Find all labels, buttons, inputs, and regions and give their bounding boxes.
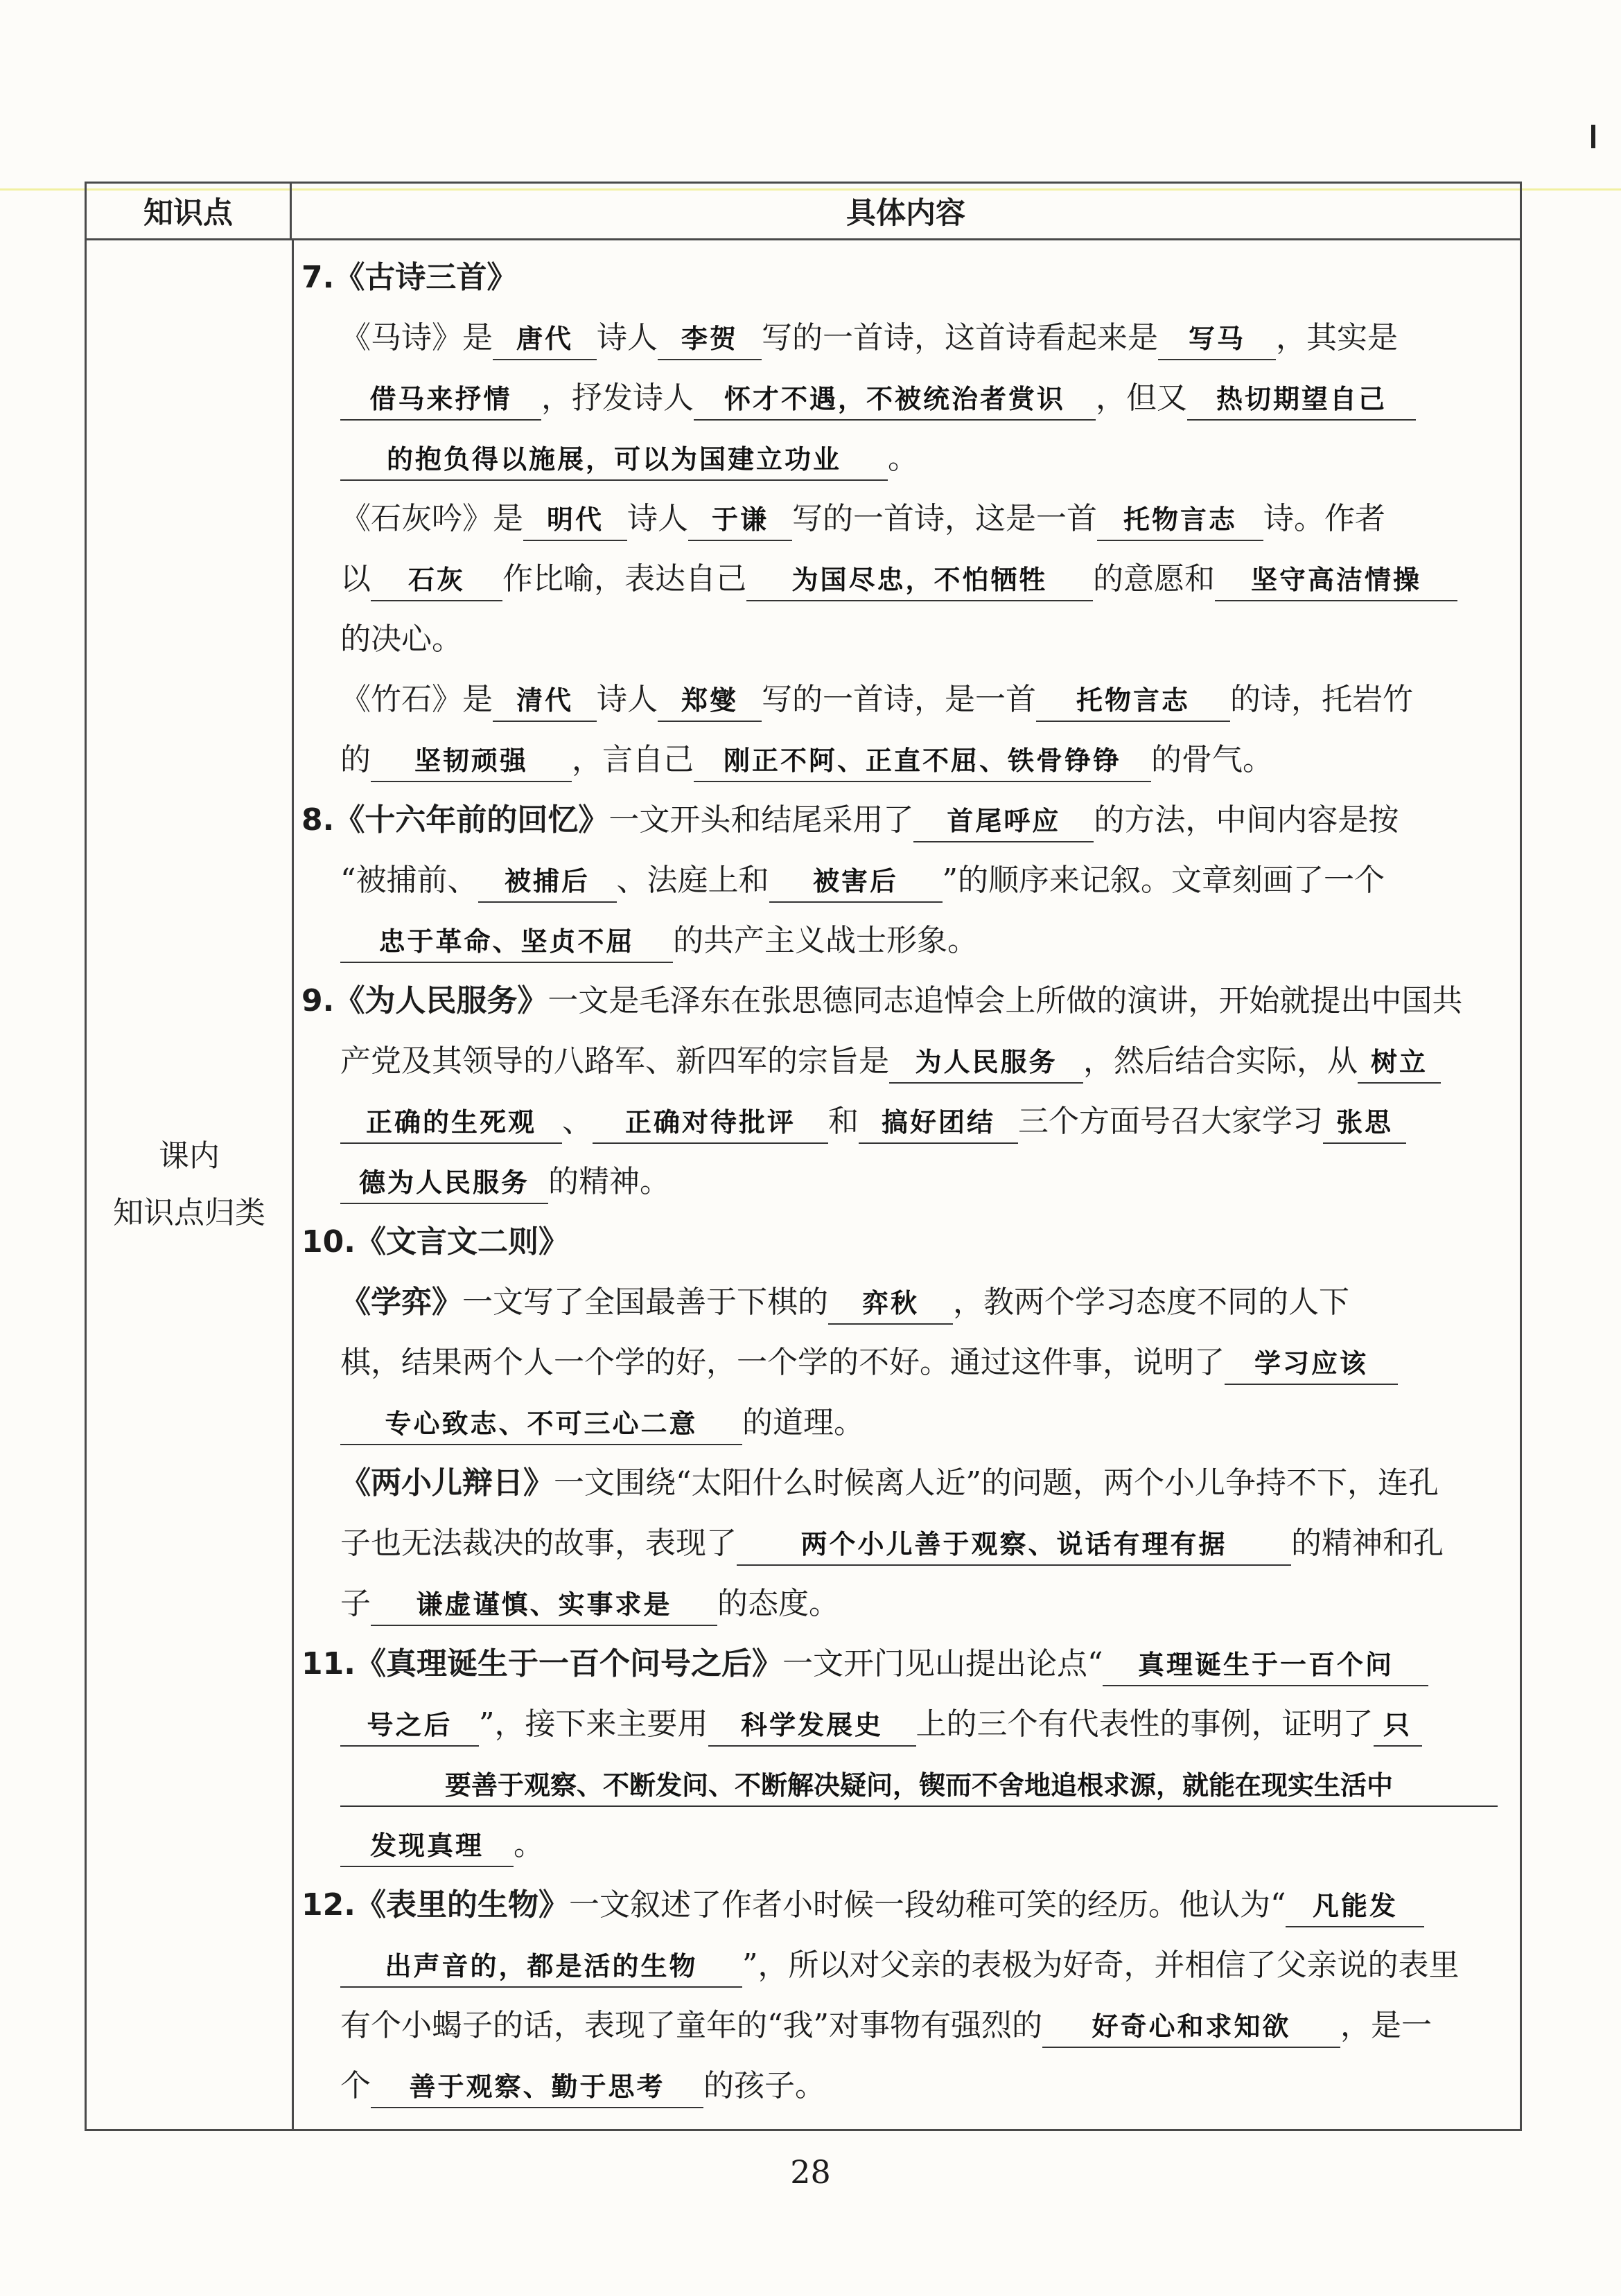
text-fragment: ”，所以对父亲的表极为好奇，并相信了父亲说的表里 [742,1948,1460,1983]
section-11-line-1 [301,1634,1507,1694]
text-fragment: 作比喻，表达自己 [502,561,746,597]
text-fragment: 《石灰吟》是 [340,501,523,536]
answer-blank[interactable]: 要善于观察、不断发问、不断解决疑问，锲而不舍地追根求源，就能在现实生活中 [340,1765,1498,1807]
text-fragment: 的方法，中间内容是按 [1094,802,1399,838]
answer-blank[interactable]: 李贺 [658,319,762,360]
section-7-title [301,247,1507,308]
text-fragment: 一文是毛泽东在张思德同志追悼会上所做的演讲，开始就提出中国共 [547,983,1463,1018]
answer-blank[interactable]: 托物言志 [1036,680,1230,722]
answer-blank[interactable]: 被害后 [769,861,943,903]
answer-blank[interactable]: 唐代 [493,319,597,360]
text-fragment: 的态度。 [717,1586,839,1621]
answer-blank[interactable]: 学习应该 [1225,1343,1398,1385]
answer-blank[interactable]: 正确对待批评 [593,1102,828,1144]
text-fragment: 以 [340,561,371,597]
text-fragment: 《竹石》是 [340,682,493,717]
answer-blank[interactable]: 郑燮 [658,680,762,722]
text-fragment: 上的三个有代表性的事例，证明了 [915,1706,1374,1742]
category-line-1: 课内 [159,1138,220,1174]
section-10-title [301,1212,1507,1272]
category-line-2: 知识点归类 [113,1195,265,1230]
category-cell [87,239,292,2130]
text-fragment: 的精神。 [548,1164,670,1199]
text-fragment: ，然后结合实际，从 [1083,1043,1358,1079]
answer-blank[interactable]: 明代 [523,500,627,541]
answer-blank[interactable]: 忠于革命、坚贞不屈 [340,921,673,963]
text-fragment: 的意愿和 [1093,561,1215,597]
content-cell [301,247,1507,2116]
answer-blank[interactable]: 真理诞生于一百个问 [1103,1645,1428,1686]
text-fragment: 、 [562,1104,593,1139]
text-fragment: 11.《真理诞生于一百个问号之后》 [301,1646,782,1681]
text-fragment: 9.《为人民服务》 [301,983,548,1018]
text-fragment: 诗人 [627,501,688,536]
answer-blank[interactable]: 德为人民服务 [340,1163,548,1204]
answer-blank[interactable]: 的抱负得以施展，可以为国建立功业 [340,439,888,481]
answer-blank[interactable]: 正确的生死观 [340,1102,562,1144]
section-10-liangxiaoer-line-2 [301,1513,1507,1573]
text-fragment: 10.《文言文二则》 [301,1224,569,1260]
answer-blank[interactable]: 谦虚谨慎、实事求是 [371,1584,717,1626]
answer-blank[interactable]: 搞好团结 [859,1102,1018,1144]
answer-blank[interactable]: 怀才不遇，不被统治者赏识 [694,379,1096,421]
text-fragment: 有个小蝎子的话，表现了童年的“我”对事物有强烈的 [340,2008,1042,2043]
header-knowledge-point: 知识点 [87,184,292,240]
answer-blank[interactable]: 善于观察、勤于思考 [371,2067,703,2108]
text-fragment: 一文围绕“太阳什么时候离人近”的问题，两个小儿争持不下，连孔 [554,1465,1439,1501]
text-fragment: 的骨气。 [1151,742,1273,777]
answer-blank[interactable]: 首尾呼应 [913,801,1094,842]
section-10-liangxiaoer-line-1 [301,1453,1507,1513]
text-fragment: 和 [828,1104,859,1139]
section-10-xueyi-line-2 [301,1332,1507,1393]
answer-blank[interactable]: 树立 [1358,1042,1441,1084]
section-12-line-3 [301,1995,1507,2056]
answer-blank[interactable]: 为人民服务 [889,1042,1083,1084]
answer-blank[interactable]: 刚正不阿、正直不屈、铁骨铮铮 [694,741,1151,782]
text-fragment: 的诗，托岩竹 [1230,682,1413,717]
text-fragment: 的孩子。 [703,2068,825,2103]
answer-blank[interactable]: 热切期望自己 [1187,379,1416,421]
section-8-line-2 [301,850,1507,910]
text-fragment: 的共产主义战士形象。 [673,923,978,958]
answer-blank[interactable]: 坚守高洁情操 [1215,560,1457,601]
text-fragment: ”的顺序来记叙。文章刻画了一个 [942,863,1385,898]
text-fragment: 三个方面号召大家学习 [1018,1104,1323,1139]
text-fragment: 、法庭上和 [616,863,769,898]
text-fragment: 的道理。 [742,1405,864,1440]
text-fragment: 棋，结果两个人一个学的好，一个学的不好。通过这件事，说明了 [340,1345,1225,1380]
text-fragment: ，但又 [1096,380,1187,416]
text-fragment: 诗。作者 [1263,501,1385,536]
edge-mark [1591,125,1595,148]
text-fragment: ”，接下来主要用 [479,1706,708,1742]
text-fragment: 的决心。 [340,621,462,657]
text-fragment: 《马诗》是 [340,320,493,355]
text-fragment: ，教两个学习态度不同的人下 [953,1284,1349,1320]
answer-blank[interactable]: 于谦 [688,500,792,541]
text-fragment: 的 [340,742,371,777]
text-fragment: 产党及其领导的八路军、新四军的宗旨是 [340,1043,889,1079]
text-fragment: 写的一首诗，这首诗看起来是 [762,320,1158,355]
column-divider [292,239,294,2130]
section-7-zhushi-line-1 [301,669,1507,730]
section-9-line-3 [301,1091,1507,1151]
answer-blank[interactable]: 借马来抒情 [340,379,541,421]
answer-blank[interactable]: 出声音的，都是活的生物 [340,1946,742,1988]
answer-blank[interactable]: 为国尽忠，不怕牺牲 [746,560,1093,601]
text-fragment: 。 [888,441,918,476]
text-fragment: ，是一 [1340,2008,1432,2043]
answer-blank[interactable]: 张思 [1323,1102,1406,1144]
answer-blank[interactable]: 只 [1374,1705,1422,1747]
text-fragment: 写的一首诗，是一首 [762,682,1036,717]
section-8-line-1 [301,790,1507,850]
text-fragment: 诗人 [597,682,658,717]
text-fragment: 《两小儿辩日》 [340,1465,554,1501]
section-11-line-4 [301,1814,1507,1875]
text-fragment: 12.《表里的生物》 [301,1887,569,1923]
answer-blank[interactable]: 石灰 [371,560,502,601]
answer-blank[interactable]: 发现真理 [340,1826,514,1867]
text-fragment: 一文开门见山提出论点“ [782,1646,1103,1681]
text-fragment: 诗人 [597,320,658,355]
section-7-shihui-line-3 [301,609,1507,669]
section-10-liangxiaoer-line-3 [301,1573,1507,1634]
section-9-line-1 [301,971,1507,1031]
section-8-line-3 [301,910,1507,971]
section-12-line-2 [301,1935,1507,1995]
text-fragment: ，其实是 [1276,320,1398,355]
section-10-xueyi-line-1 [301,1272,1507,1332]
section-7-shihui-line-2 [301,549,1507,609]
answer-blank[interactable]: 托物言志 [1097,500,1263,541]
text-fragment: 子也无法裁决的故事，表现了 [340,1526,737,1561]
section-9-line-4 [301,1151,1507,1212]
section-11-line-2 [301,1694,1507,1754]
text-fragment: 《学弈》 [340,1284,462,1320]
section-11-line-3 [301,1754,1507,1814]
answer-blank[interactable]: 好奇心和求知欲 [1042,2006,1340,2048]
section-7-ma-line-3 [301,428,1507,488]
text-fragment: 。 [514,1827,544,1862]
text-fragment: “被捕前、 [340,863,478,898]
text-fragment: 一文开头和结尾采用了 [608,802,914,838]
answer-blank[interactable]: 科学发展史 [708,1705,916,1747]
answer-blank[interactable]: 凡能发 [1286,1886,1424,1927]
page-number: 28 [790,2153,831,2191]
text-fragment: 一文写了全国最善于下棋的 [462,1284,828,1320]
text-fragment: 7.《古诗三首》 [301,260,518,295]
answer-blank[interactable]: 清代 [493,680,597,722]
answer-blank[interactable]: 弈秋 [828,1283,953,1325]
section-12-line-1 [301,1875,1507,1935]
text-fragment: 一文叙述了作者小时候一段幼稚可笑的经历。他认为“ [568,1887,1286,1923]
answer-blank[interactable]: 被捕后 [478,861,617,903]
section-12-line-4 [301,2056,1507,2116]
text-fragment: 子 [340,1586,371,1621]
section-7-ma-line-1 [301,308,1507,368]
text-fragment: ，言自己 [572,742,694,777]
section-9-line-2 [301,1031,1507,1091]
answer-blank[interactable]: 坚韧顽强 [371,741,572,782]
text-fragment: ，抒发诗人 [541,380,694,416]
text-fragment: 的精神和孔 [1291,1526,1444,1561]
section-10-xueyi-line-3 [301,1393,1507,1453]
header-content: 具体内容 [292,184,1520,240]
answer-blank[interactable]: 专心致志、不可三心二意 [340,1404,742,1445]
text-fragment: 写的一首诗，这是一首 [792,501,1097,536]
answer-blank[interactable]: 写马 [1158,319,1276,360]
knowledge-table [85,182,1522,2131]
answer-blank[interactable]: 两个小儿善于观察、说话有理有据 [737,1524,1291,1566]
section-7-shihui-line-1 [301,488,1507,549]
section-7-zhushi-line-2 [301,730,1507,790]
text-fragment: 个 [340,2068,371,2103]
section-7-ma-line-2 [301,368,1507,428]
answer-blank[interactable]: 号之后 [340,1705,479,1747]
text-fragment: 8.《十六年前的回忆》 [301,802,609,838]
